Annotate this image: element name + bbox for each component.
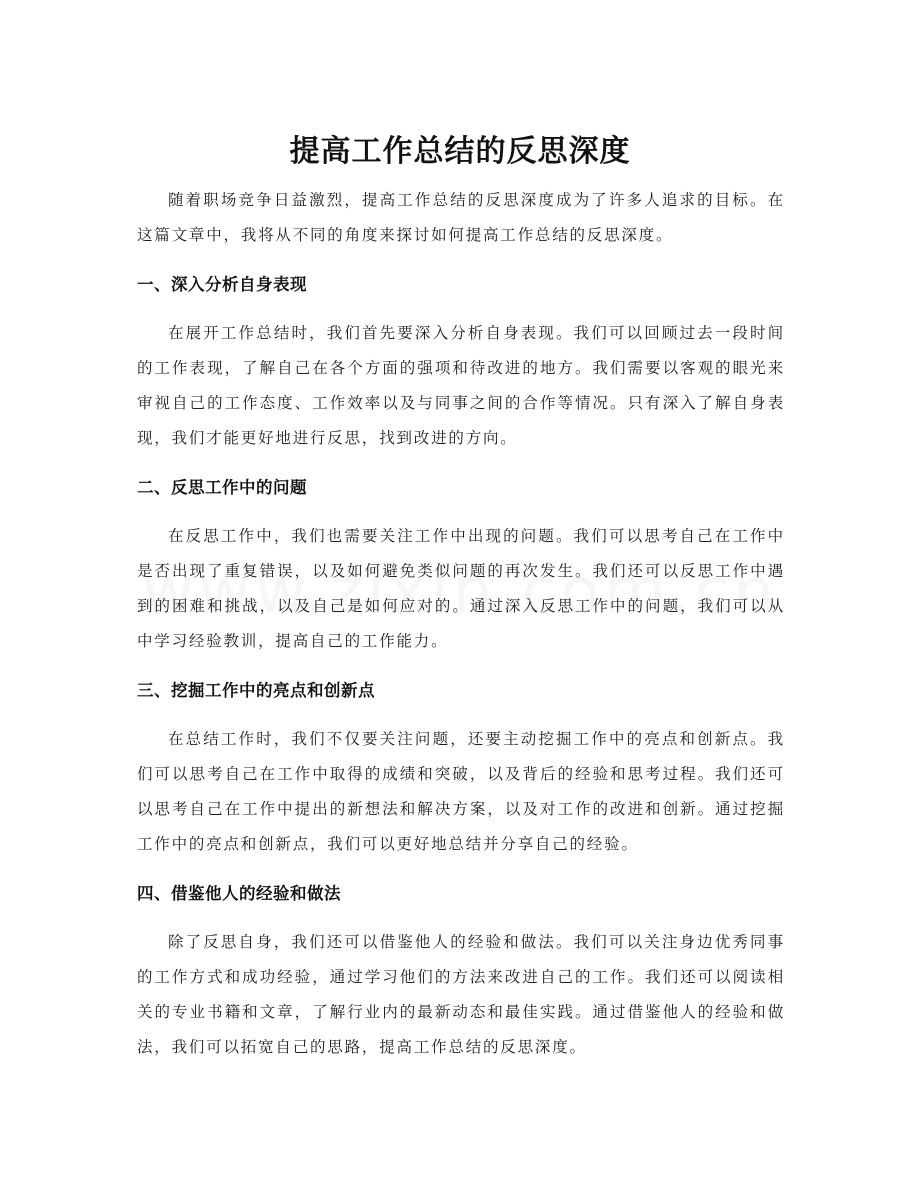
intro-paragraph: 随着职场竞争日益激烈，提高工作总结的反思深度成为了许多人追求的目标。在这篇文章中，我将从不同的角度来探讨如何提高工作总结的反思深度。 — [137, 191, 785, 244]
section-3 — [137, 673, 785, 876]
section-paragraph: 在反思工作中，我们也需要关注工作中出现的问题。我们可以思考自己在工作中是否出现了重复错误，以及如何避免类似问题的再次发生。我们还可以反思工作中遇到的困难和挑战，以及自己是如何应对的。通过深入反思工作中的问题，我们可以从中学习经验教训，提高自己的工作能力。 — [137, 527, 785, 650]
document-body — [137, 183, 785, 1065]
section-2 — [137, 470, 785, 673]
section-4 — [137, 876, 785, 1065]
section-heading: 三、挖掘工作中的亮点和创新点 — [137, 681, 375, 700]
section-paragraph: 除了反思自身，我们还可以借鉴他人的经验和做法。我们可以关注身边优秀同事的工作方式和成功经验，通过学习他们的方法来改进自己的工作。我们还可以阅读相关的专业书籍和文章，了解行业内的最新动态和最佳实践。通过借鉴他人的经验和做法，我们可以拓宽自己的思路，提高工作总结的反思深度。 — [137, 933, 785, 1056]
section-1 — [137, 267, 785, 470]
section-heading: 二、反思工作中的问题 — [137, 478, 307, 497]
section-paragraph: 在展开工作总结时，我们首先要深入分析自身表现。我们可以回顾过去一段时间的工作表现，了解自己在各个方面的强项和待改进的地方。我们需要以客观的眼光来审视自己的工作态度、工作效率以及与同事之间的合作等情况。只有深入了解自身表现，我们才能更好地进行反思，找到改进的方向。 — [137, 324, 785, 447]
section-heading: 四、借鉴他人的经验和做法 — [137, 884, 341, 903]
page-title: 提高工作总结的反思深度 — [289, 134, 631, 170]
section-heading: 一、深入分析自身表现 — [137, 275, 307, 294]
section-paragraph: 在总结工作时，我们不仅要关注问题，还要主动挖掘工作中的亮点和创新点。我们可以思考自己在工作中取得的成绩和突破，以及背后的经验和思考过程。我们还可以思考自己在工作中提出的新想法和解决方案，以及对工作的改进和创新。通过挖掘工作中的亮点和创新点，我们可以更好地总结并分享自己的经验。 — [137, 730, 785, 853]
